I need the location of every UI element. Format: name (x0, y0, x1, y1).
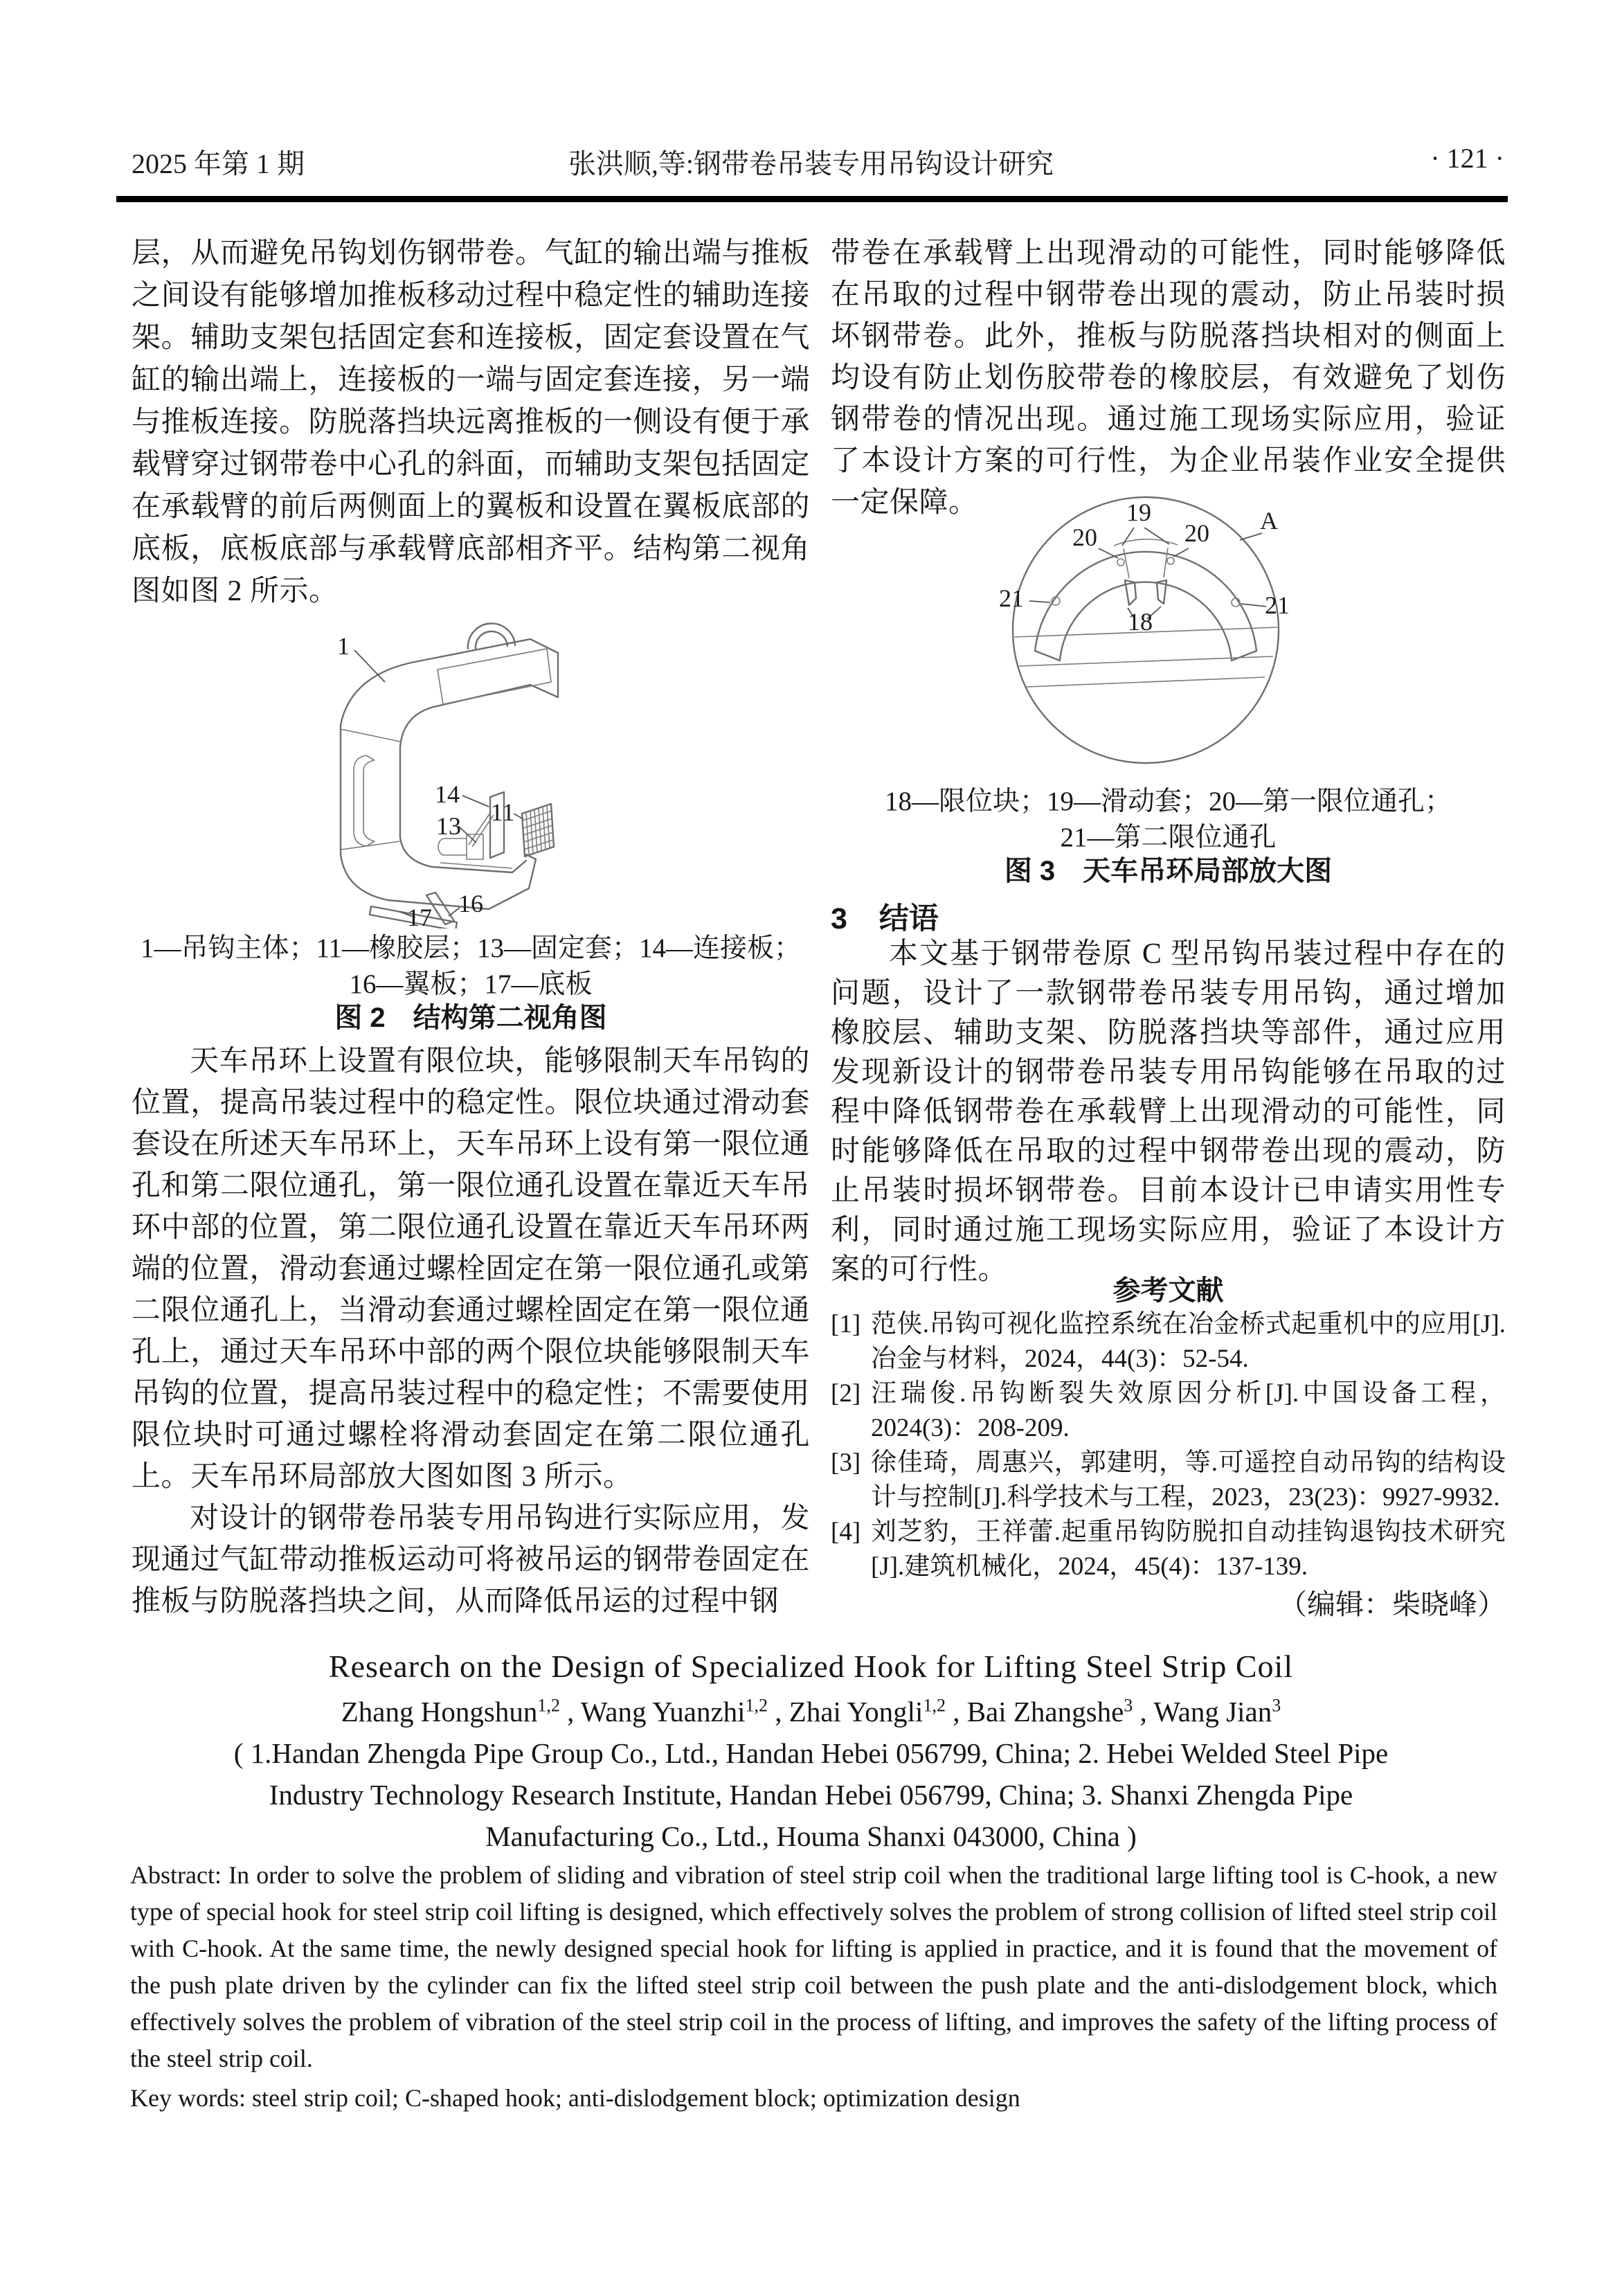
reference-item (831, 1376, 1506, 1446)
fig3-label-sliding-sleeve: 19 (1126, 499, 1151, 526)
keywords-label: Key words: (130, 2084, 246, 2112)
figure3-caption-line1: 18—限位块；19—滑动套；20—第一限位通孔； (884, 787, 1452, 816)
paragraph-continuation-right: 带卷在承载臂上出现滑动的可能性，同时能够降低在吊取的过程中钢带卷出现的震动，防止吊装时损坏钢带卷。此外，推板与防脱落挡块相对的侧面上均设有防止划伤胶带卷的橡胶层，有效避免了划伤钢带卷的情况出现。通过施工现场实际应用，验证了本设计方案的可行性，为企业吊装作业安全提供一定保障。 (831, 237, 1506, 519)
header-issue: 2025 年第 1 期 (132, 148, 305, 179)
editor-note: （编辑：柴晓峰） (1279, 1588, 1506, 1620)
reference-item (831, 1446, 1506, 1515)
reference-text: 汪瑞俊.吊钩断裂失效原因分析[J].中国设备工程，2024(3)：208-209. (871, 1379, 1506, 1442)
paragraph-application: 对设计的钢带卷吊装专用吊钩进行实际应用，发现通过气缸带动推板运动可将被吊运的钢带卷固定在推板与防脱落挡块之间，从而降低吊运的过程中钢 (132, 1503, 810, 1617)
abstract-label: Abstract: (130, 1861, 222, 1889)
fig2-label-bottom-plate: 17 (407, 904, 432, 929)
figure3-caption-line2: 21—第二限位通孔 (1060, 823, 1277, 852)
english-authors (0, 1695, 1622, 1728)
english-affiliation-line2: Industry Technology Research Institute, Handan Hebei 056799, China; 3. Shanxi Zhengda Pipe (269, 1779, 1353, 1811)
fig3-label-limit-block: 18 (1128, 608, 1153, 636)
references-heading: 参考文献 (1112, 1275, 1224, 1306)
fig3-label-second-hole-left: 21 (999, 584, 1024, 612)
keywords-text: steel strip coil; C-shaped hook; anti-dislodgement block; optimization design (245, 2084, 1020, 2112)
fig2-label-fixing-sleeve: 13 (436, 812, 461, 840)
author-separator: , (1133, 1696, 1154, 1728)
figure3-title: 图 3 天车吊环局部放大图 (1004, 856, 1333, 886)
author: Bai Zhangshe$^3$ (966, 1695, 1133, 1728)
figure2-caption-line1: 1—吊钩主体；11—橡胶层；13—固定套；14—连接板； (140, 933, 802, 963)
section-title: 结语 (878, 902, 939, 935)
author: Wang Jian$^3$ (1153, 1695, 1281, 1728)
header-running-title: 张洪顺,等:钢带卷吊装专用吊钩设计研究 (568, 148, 1054, 179)
english-affiliation-line1: ( 1.Handan Zhengda Pipe Group Co., Ltd., Handan Hebei 056799, China; 2. Hebei Welded Steel Pipe (233, 1737, 1389, 1769)
header-rule (116, 196, 1508, 202)
fig3-label-first-hole-left: 20 (1072, 523, 1097, 551)
author: Wang Yuanzhi$^{1,2}$ (580, 1695, 768, 1728)
fig3-label-first-hole-right: 20 (1184, 519, 1209, 547)
abstract-text: In order to solve the problem of sliding and vibration of steel strip coil when the traditional large lifting tool is C-hook, a new type of special hook for steel strip coil lifting is designed, which effectively solves the problem of strong collision of lifted steel strip coil with C-hook. At the same time, the newly designed special hook for lifting is applied in practice, and it is found that the movement of the push plate driven by the cylinder can fix the lifted steel strip coil between the push plate and the anti-dislodgement block, which effectively solves the problem of vibration of the steel strip coil in the process of lifting, and improves the safety of the lifting process of the steel strip coil. (130, 1861, 1497, 2072)
reference-number: [1] (831, 1310, 861, 1338)
reference-number: [4] (831, 1518, 861, 1546)
paragraph-conclusion: 本文基于钢带卷原 C 型吊钩吊装过程中存在的问题，设计了一款钢带卷吊装专用吊钩，通过增加橡胶层、辅助支架、防脱落挡块等部件，通过应用发现新设计的钢带卷吊装专用吊钩能够在吊取的过程中降低钢带卷在承载臂上出现滑动的可能性，同时能够降低在吊取的过程中钢带卷出现的震动，防止吊装时损坏钢带卷。目前本设计已申请实用性专利，同时通过施工现场实际应用，验证了本设计方案的可行性。 (831, 938, 1506, 1286)
author-separator: , (945, 1696, 967, 1728)
reference-text: 徐佳琦，周惠兴，郭建明，等.可遥控自动吊钩的结构设计与控制[J].科学技术与工程，2023，23(23)：9927-9932. (871, 1449, 1506, 1512)
author: Zhang Hongshun$^{1,2}$ (341, 1695, 560, 1728)
reference-text: 范侠.吊钩可视化监控系统在冶金桥式起重机中的应用[J].冶金与材料，2024，44(3)：52-54. (871, 1310, 1506, 1373)
figure2-title: 图 2 结构第二视角图 (334, 1003, 607, 1033)
author-separator: , (768, 1696, 789, 1728)
fig3-label-second-hole-right: 21 (1265, 591, 1290, 619)
figure3-detail-diagram (827, 485, 1499, 777)
english-title: Research on the Design of Specialized Hook for Lifting Steel Strip Coil (328, 1649, 1294, 1684)
reference-list (831, 1307, 1506, 1584)
reference-text: 刘芝豹，王祥蕾.起重吊钩防脱扣自动挂钩退钩技术研究[J].建筑机械化，2024，45(4)：137-139. (871, 1518, 1506, 1581)
english-abstract-block (130, 1857, 1497, 2113)
figure2-c-hook-diagram (282, 618, 656, 929)
english-affiliation-line3: Manufacturing Co., Ltd., Houma Shanxi 043000, China ) (485, 1820, 1137, 1852)
fig2-label-connecting-plate: 14 (435, 780, 460, 808)
fig2-label-wing-plate: 16 (458, 890, 483, 917)
english-keywords (130, 2083, 1497, 2113)
english-abstract (130, 1857, 1497, 2077)
figure2-caption-line2: 16—翼板；17—底板 (349, 969, 593, 999)
reference-number: [2] (831, 1379, 861, 1408)
fig3-label-detail-mark: A (1260, 507, 1278, 535)
section-number: 3 (831, 902, 847, 935)
author: Zhai Yongli$^{1,2}$ (789, 1695, 946, 1728)
paragraph-crane-ring: 天车吊环上设置有限位块，能够限制天车吊钩的位置，提高吊装过程中的稳定性。限位块通过滑动套套设在所述天车吊环上，天车吊环上设有第一限位通孔和第二限位通孔，第一限位通孔设置在靠近天车吊环中部的位置，第二限位通孔设置在靠近天车吊环两端的位置，滑动套通过螺栓固定在第一限位通孔或第二限位通孔上，当滑动套通过螺栓固定在第一限位通孔上，通过天车吊环中部的两个限位块能够限制天车吊钩的位置，提高吊装过程中的稳定性；不需要使用限位块时可通过螺栓将滑动套固定在第二限位通孔上。天车吊环局部放大图如图 3 所示。 (132, 1046, 810, 1493)
section-heading-conclusion (831, 895, 939, 938)
paragraph-continuation-left: 层，从而避免吊钩划伤钢带卷。气缸的输出端与推板之间设有能够增加推板移动过程中稳定性的辅助连接架。辅助支架包括固定套和连接板，固定套设置在气缸的输出端上，连接板的一端与固定套连接，另一端与推板连接。防脱落挡块远离推板的一侧设有便于承载臂穿过钢带卷中心孔的斜面，而辅助支架包括固定在承载臂的前后两侧面上的翼板和设置在翼板底部的底板，底板底部与承载臂底部相齐平。结构第二视角图如图 2 所示。 (132, 237, 810, 607)
reference-item (831, 1307, 1506, 1376)
reference-item (831, 1515, 1506, 1584)
header-page-number: · 121 · (1430, 143, 1504, 174)
reference-number: [3] (831, 1449, 861, 1477)
author-separator: , (559, 1696, 581, 1728)
fig2-label-rubber-layer: 11 (490, 798, 515, 826)
fig2-label-main-body: 1 (337, 632, 350, 660)
